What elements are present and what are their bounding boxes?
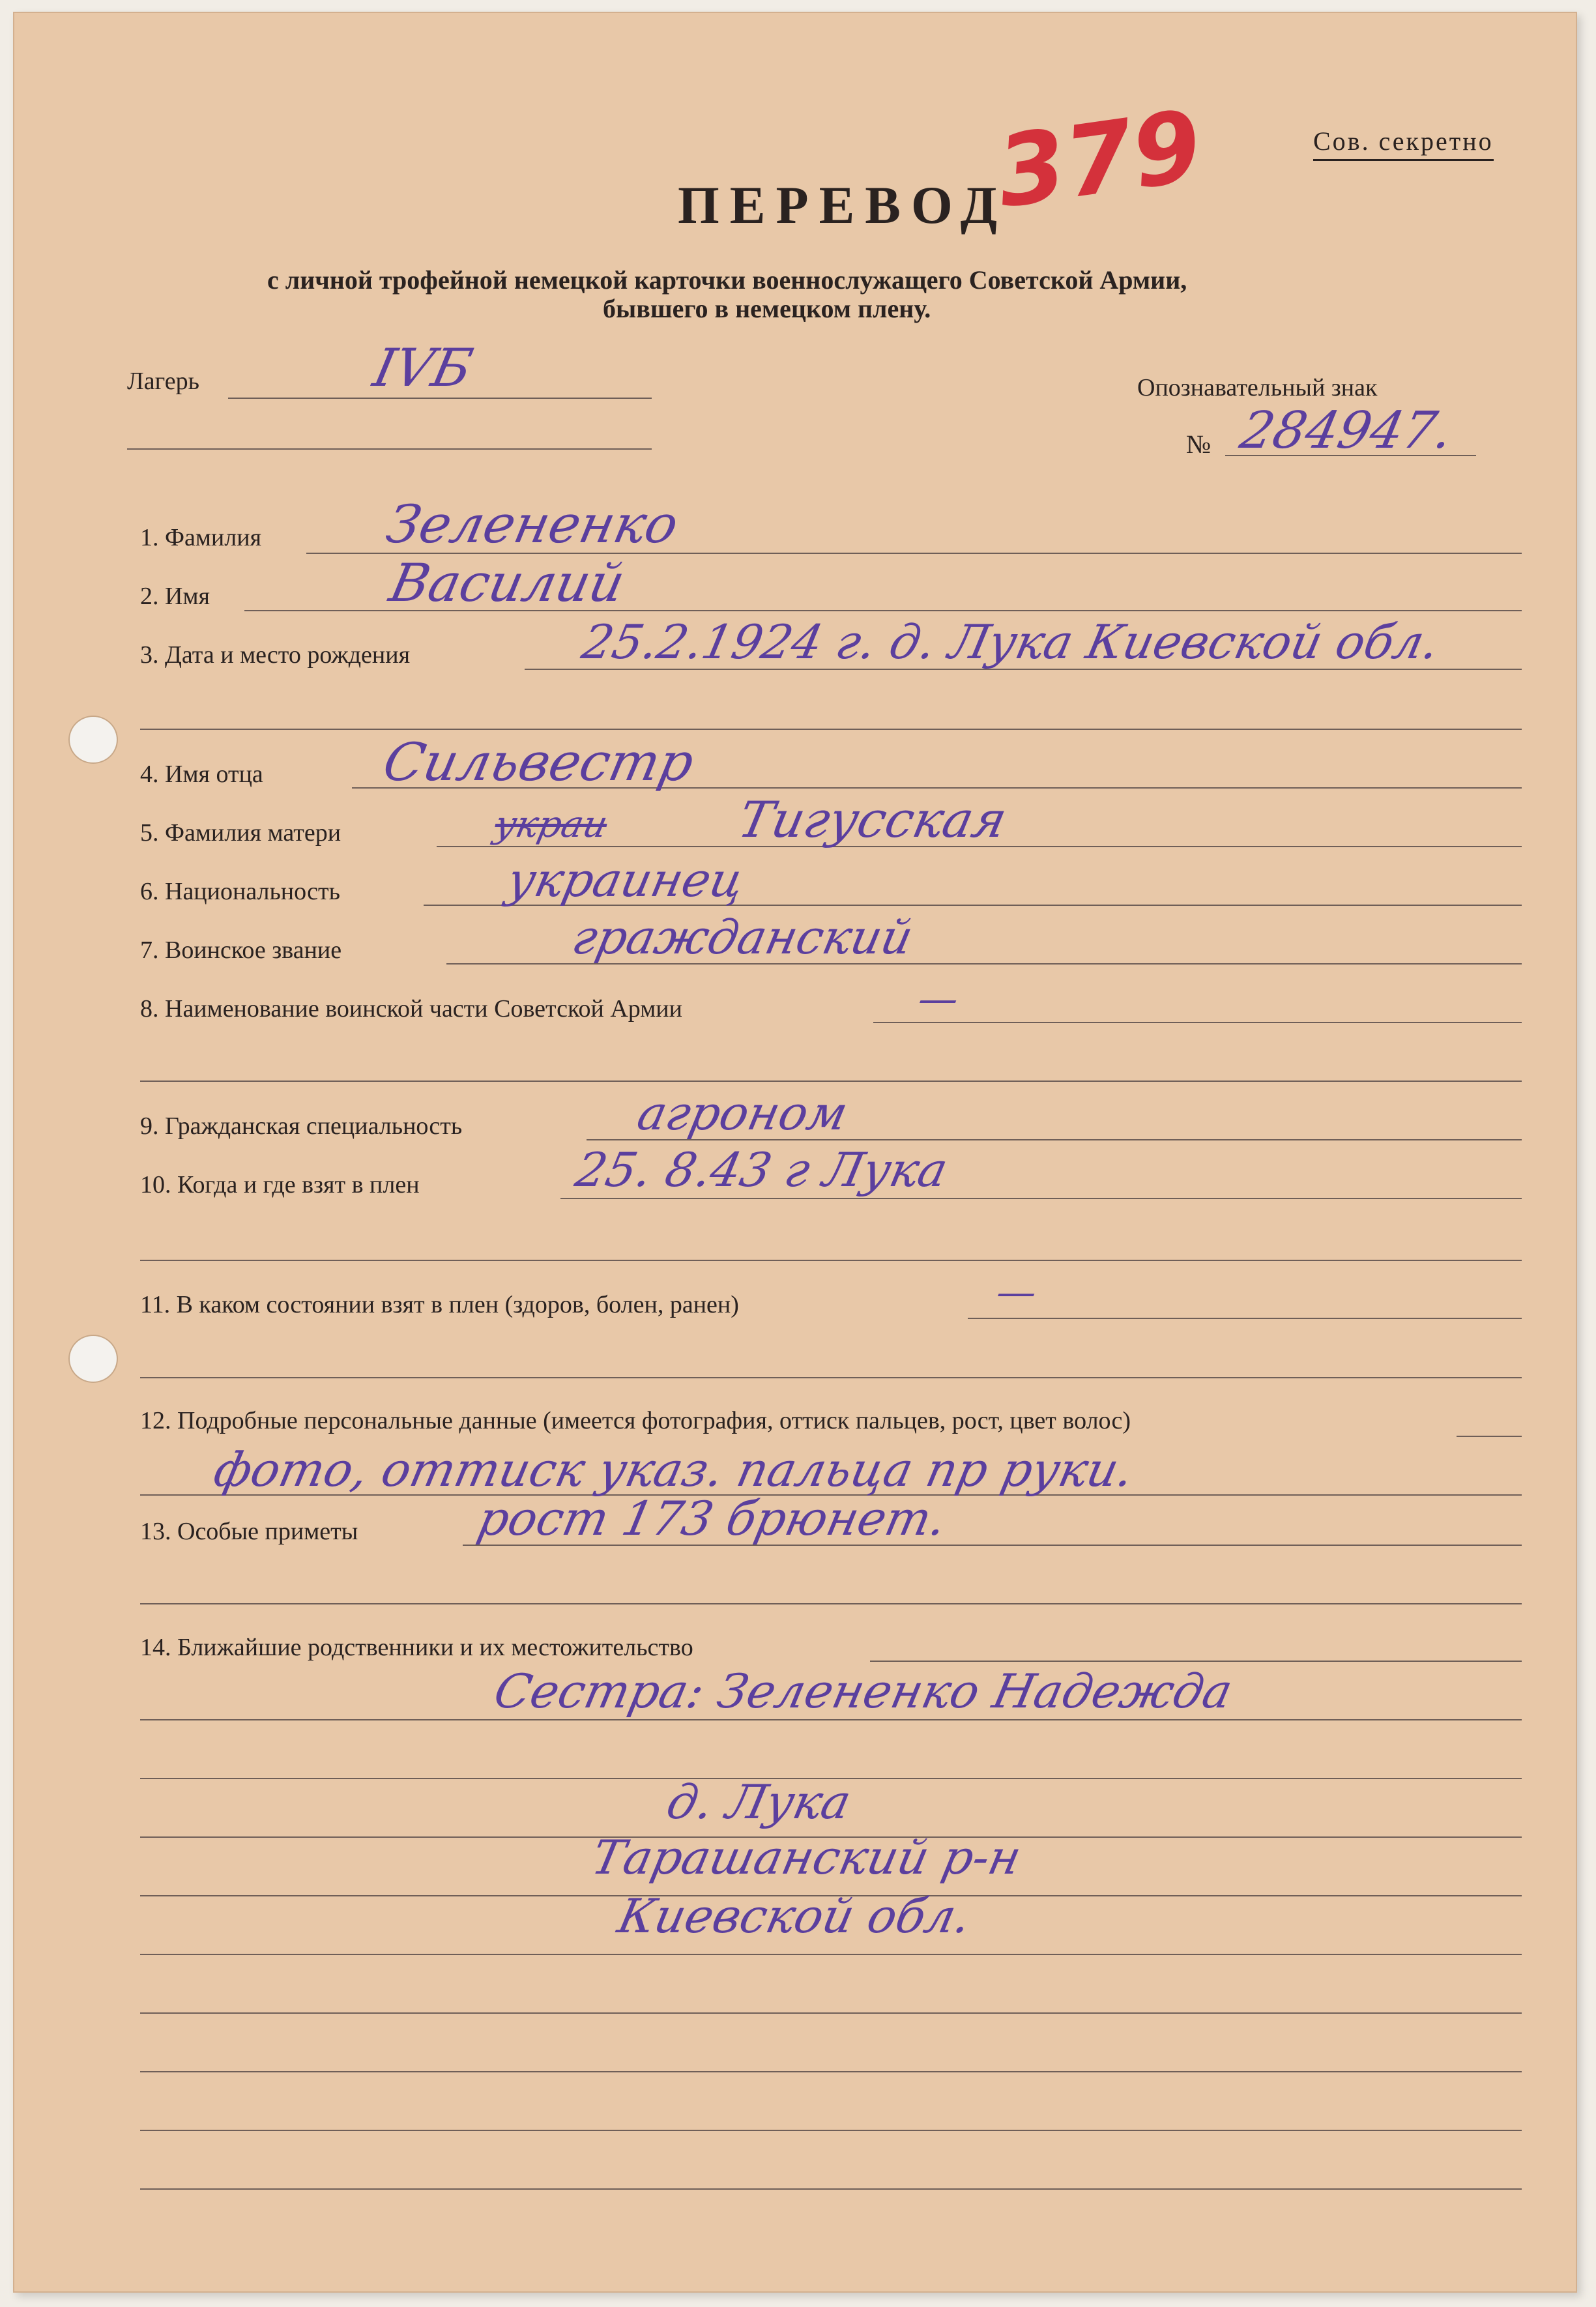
field-line-captured bbox=[560, 1198, 1522, 1199]
field-label-name: 2. Имя bbox=[140, 583, 210, 610]
field-value-condition: — bbox=[992, 1270, 1041, 1315]
field-label-surname: 1. Фамилия bbox=[140, 524, 262, 551]
relatives-line-9 bbox=[140, 2188, 1522, 2190]
punch-hole-bottom bbox=[68, 1335, 118, 1383]
field-value-surname: Зелененко bbox=[381, 494, 684, 555]
field-label-birth: 3. Дата и место рождения bbox=[140, 641, 411, 669]
field-label-features: 13. Особые приметы bbox=[140, 1518, 358, 1545]
field-label-personal-data: 12. Подробные персональные данные (имеется фотография, оттиск пальцев, рост, цвет волос) bbox=[140, 1407, 1131, 1434]
relatives-line-6 bbox=[140, 2012, 1522, 2014]
subtitle-line-1: с личной трофейной немецкой карточки военнослужащего Советской Армии, bbox=[267, 265, 1187, 295]
classification-label: Сов. секретно bbox=[1313, 126, 1494, 161]
field-value-name: Василий bbox=[384, 553, 630, 613]
relatives-value-1: Сестра: Зелененко Надежда bbox=[489, 1664, 1238, 1719]
relatives-value-2: д. Лука bbox=[662, 1775, 856, 1829]
field-value-mother: Тигусская bbox=[733, 791, 1012, 849]
relatives-line-8 bbox=[140, 2130, 1522, 2131]
field-value-mother-struck: украи bbox=[491, 804, 612, 846]
id-tag-no: № bbox=[1186, 429, 1212, 459]
field-value-personal-data: фото, оттиск указ. пальца пр руки. bbox=[209, 1442, 1139, 1497]
field-line-personal-data bbox=[1457, 1436, 1522, 1437]
field-label-condition: 11. В каком состоянии взят в плен (здоров, болен, ранен) bbox=[140, 1291, 739, 1318]
field-line-condition bbox=[968, 1318, 1522, 1319]
field-line-features-2 bbox=[140, 1603, 1522, 1604]
field-value-unit: — bbox=[914, 976, 963, 1022]
relatives-line-7 bbox=[140, 2071, 1522, 2072]
document-title: ПЕРЕВОД bbox=[678, 175, 1008, 235]
field-value-nationality: украинец bbox=[502, 852, 749, 907]
field-line-captured-2 bbox=[140, 1260, 1522, 1261]
document-sheet bbox=[13, 12, 1577, 2293]
subtitle-line-2: бывшего в немецком плену. bbox=[603, 294, 931, 323]
field-label-relatives: 14. Ближайшие родственники и их местожительство bbox=[140, 1634, 693, 1661]
field-value-birth: 25.2.1924 г. д. Лука Киевской обл. bbox=[577, 615, 1445, 669]
field-line-birth-2 bbox=[140, 729, 1522, 730]
field-label-unit: 8. Наименование воинской части Советской Армии bbox=[140, 995, 682, 1023]
relatives-value-4: Киевской обл. bbox=[613, 1889, 976, 1943]
punch-hole-top bbox=[68, 716, 118, 764]
field-label-father: 4. Имя отца bbox=[140, 761, 263, 788]
field-value-rank: гражданский bbox=[568, 910, 918, 965]
field-value-profession: агроном bbox=[633, 1086, 853, 1140]
field-label-captured: 10. Когда и где взят в плен bbox=[140, 1171, 420, 1198]
camp-label: Лагерь bbox=[127, 368, 199, 395]
relatives-value-3: Тарашанский р-н bbox=[587, 1830, 1026, 1885]
field-line-unit bbox=[873, 1022, 1522, 1023]
field-line-unit-2 bbox=[140, 1081, 1522, 1082]
field-label-nationality: 6. Национальность bbox=[140, 878, 340, 905]
relatives-line-1 bbox=[140, 1719, 1522, 1720]
red-handwritten-number: 379 bbox=[990, 89, 1208, 230]
field-value-father: Сильвестр bbox=[378, 732, 699, 792]
field-label-profession: 9. Гражданская специальность bbox=[140, 1112, 463, 1140]
field-label-rank: 7. Воинское звание bbox=[140, 936, 342, 964]
camp-value: IVБ bbox=[368, 338, 478, 398]
field-value-captured: 25. 8.43 г Лука bbox=[571, 1142, 953, 1197]
field-value-features: рост 173 брюнет. bbox=[473, 1491, 951, 1546]
field-label-mother: 5. Фамилия матери bbox=[140, 819, 341, 847]
field-line-condition-2 bbox=[140, 1377, 1522, 1378]
id-tag-label: Опознавательный знак bbox=[1137, 374, 1378, 401]
relatives-line-5 bbox=[140, 1954, 1522, 1955]
camp-line-2 bbox=[127, 448, 652, 450]
field-line-relatives bbox=[870, 1661, 1522, 1662]
id-tag-value: 284947. bbox=[1235, 401, 1458, 460]
